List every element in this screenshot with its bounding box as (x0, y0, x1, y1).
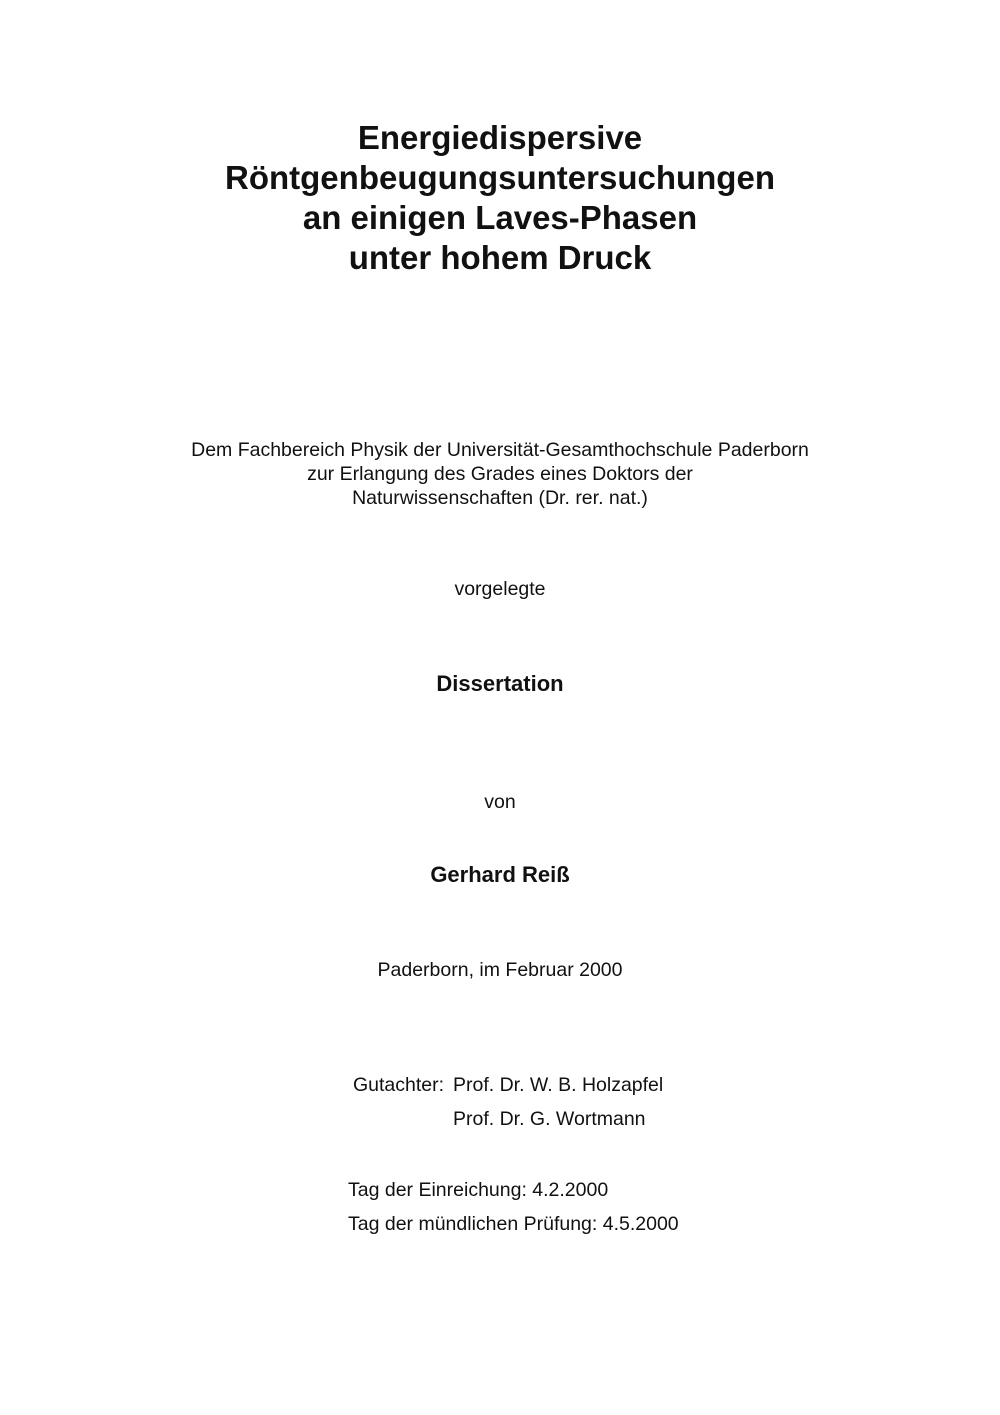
exam-date: Tag der mündlichen Prüfung: 4.5.2000 (348, 1213, 679, 1235)
reviewers-label: Gutachter: (353, 1074, 445, 1096)
thesis-title-line-3: an einigen Laves-Phasen (302, 199, 698, 236)
submission-line-3: Naturwissenschaften (Dr. rer. nat.) (352, 487, 648, 509)
vorgelegte-text: vorgelegte (454, 578, 546, 600)
submission-line-2: zur Erlangung des Grades eines Doktors der (307, 463, 693, 485)
thesis-title-line-4: unter hohem Druck (348, 239, 652, 276)
submission-line-1: Dem Fachbereich Physik der Universität-Gesamthochschule Paderborn (191, 439, 809, 461)
author-name: Gerhard Reiß (430, 862, 570, 887)
thesis-title-line-2: Röntgenbeugungsuntersuchungen (225, 159, 775, 196)
place-date: Paderborn, im Februar 2000 (377, 959, 623, 981)
thesis-title-line-1: Energiedispersive (357, 119, 643, 156)
von-text: von (484, 791, 516, 813)
reviewer-1: Prof. Dr. W. B. Holzapfel (453, 1074, 664, 1096)
document-type: Dissertation (436, 671, 564, 696)
reviewer-2: Prof. Dr. G. Wortmann (453, 1108, 646, 1130)
submission-date: Tag der Einreichung: 4.2.2000 (348, 1179, 609, 1201)
